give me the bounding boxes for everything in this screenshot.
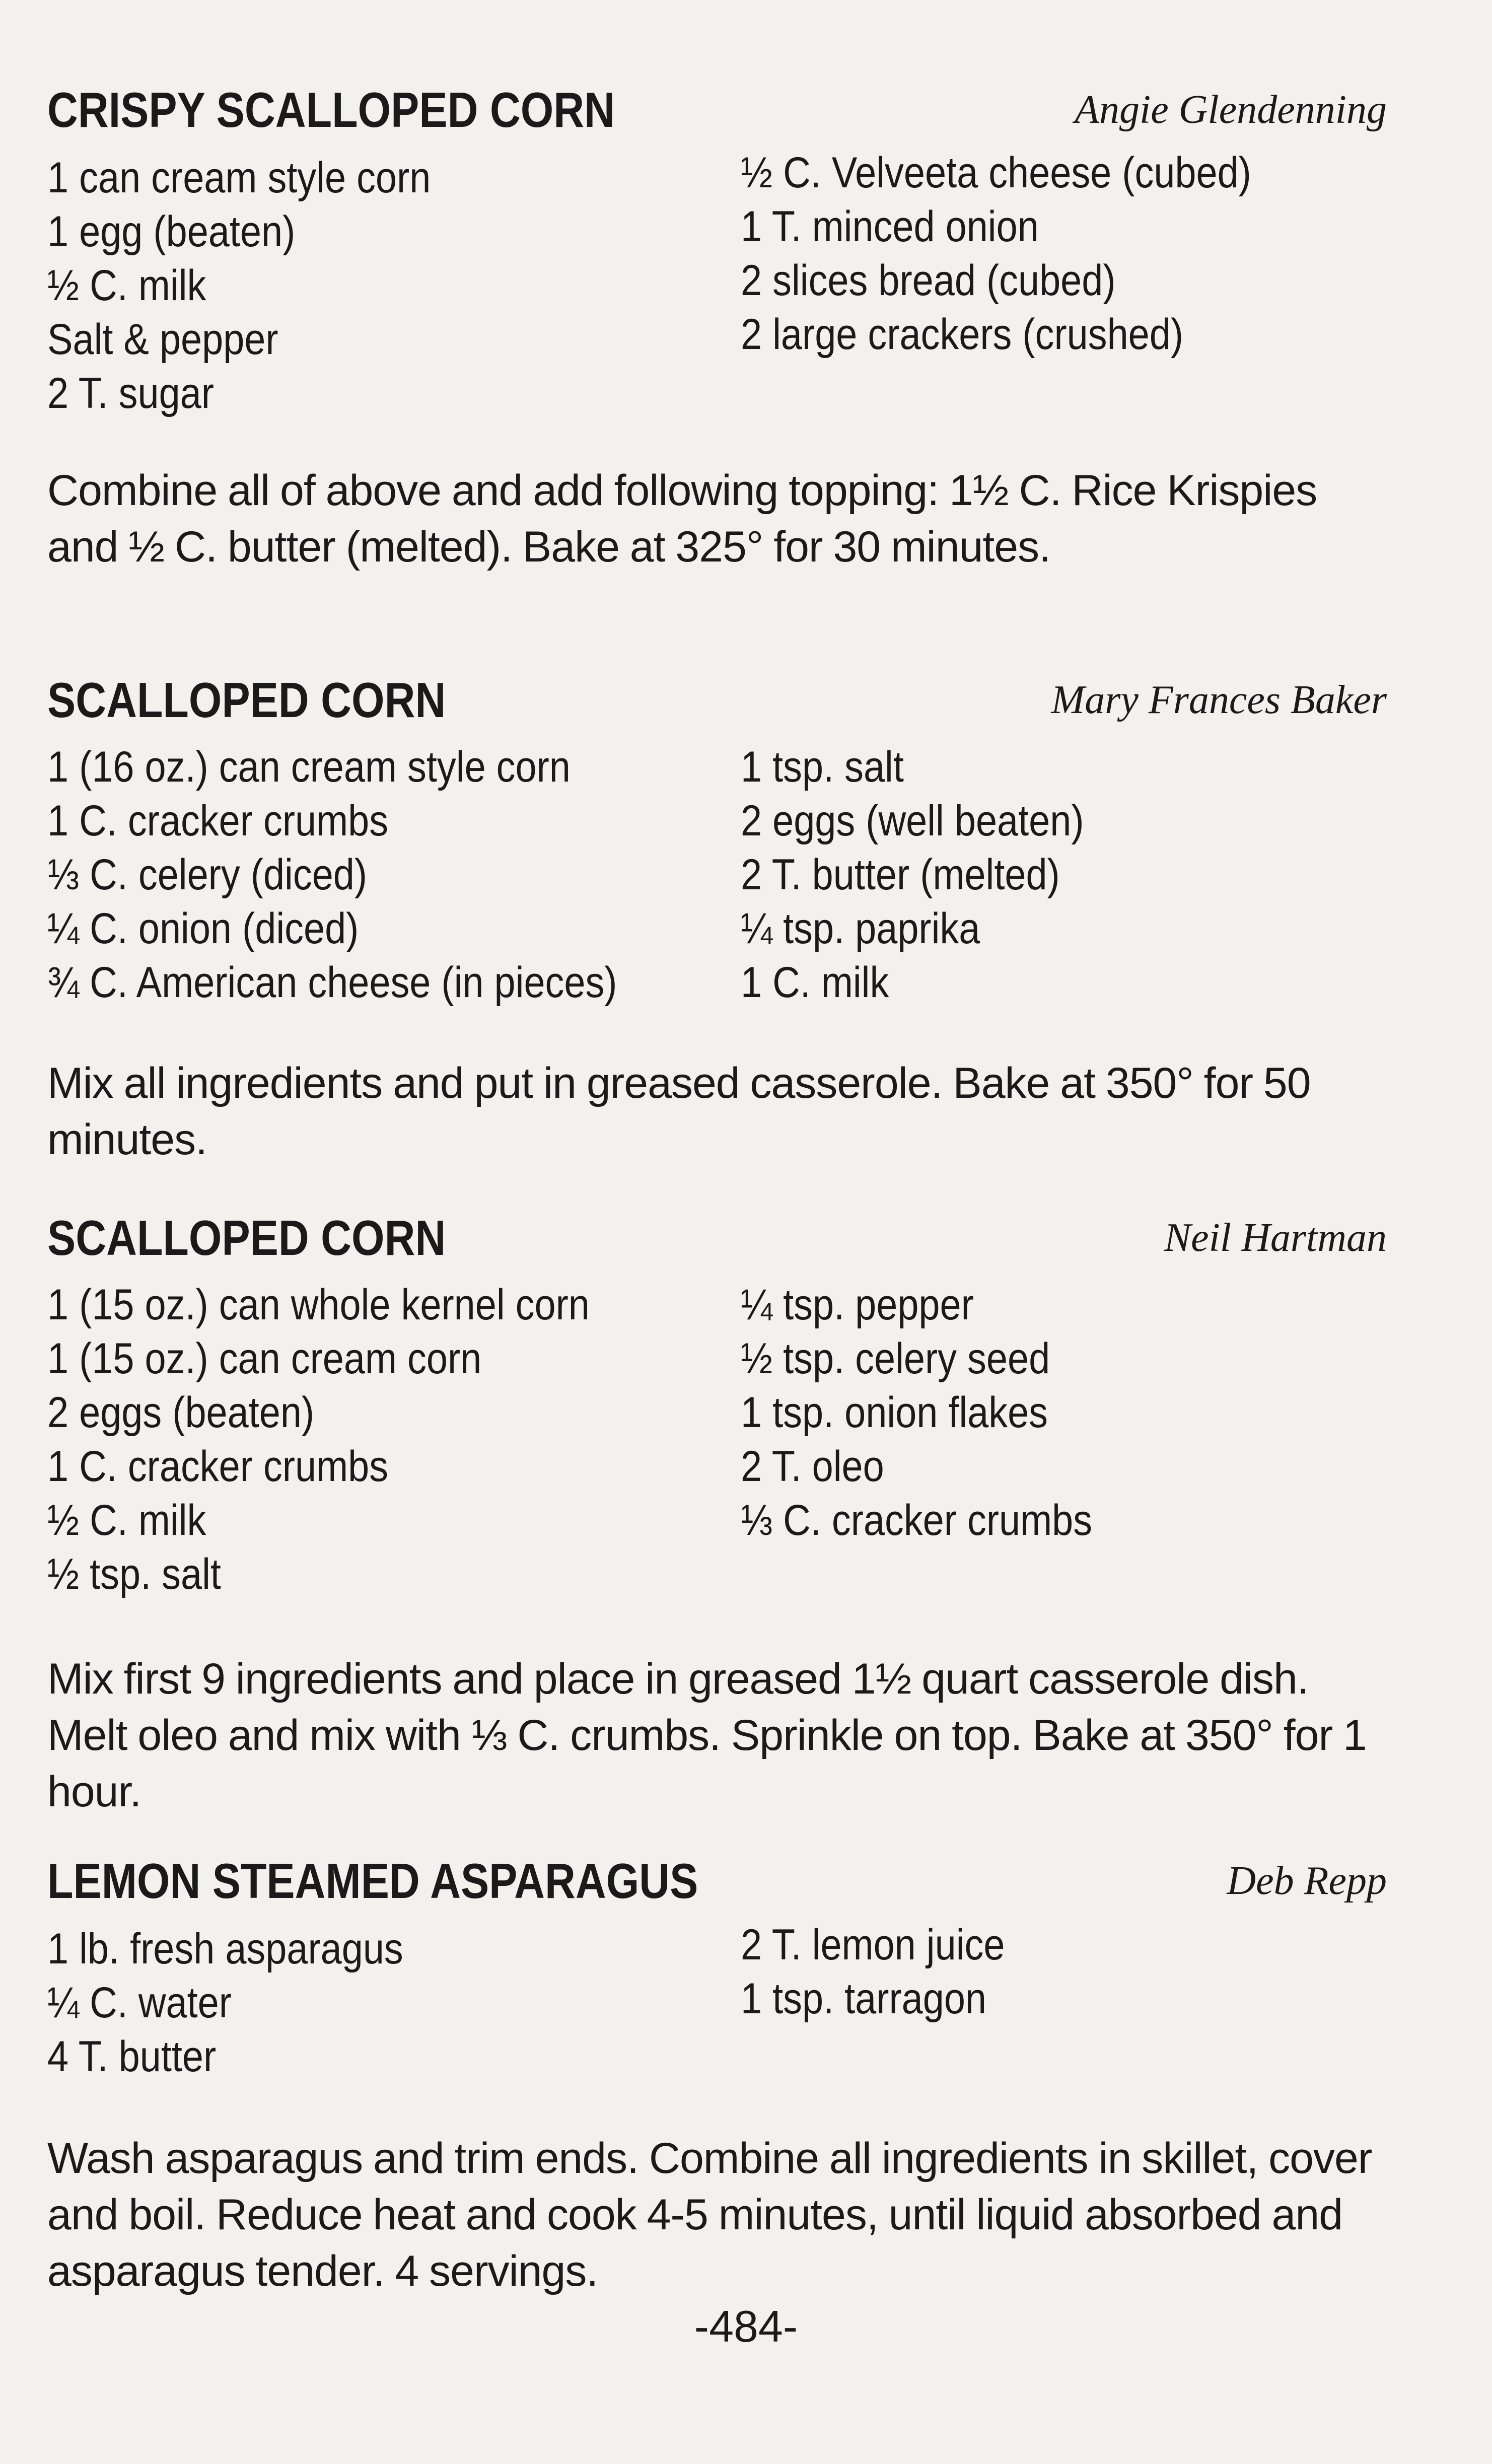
ingredient: 2 eggs (well beaten): [741, 797, 1084, 845]
ingredient: 1 can cream style corn: [47, 154, 431, 202]
ingredient: ½ C. milk: [47, 261, 206, 310]
ingredient: ¼ C. water: [47, 1979, 232, 2027]
recipe-author: Angie Glendenning: [1075, 88, 1387, 132]
ingredient: 1 (15 oz.) can cream corn: [47, 1334, 482, 1383]
ingredients-right: [741, 1918, 1041, 2026]
recipe-title: SCALLOPED CORN: [47, 672, 446, 728]
ingredient: 4 T. butter: [47, 2032, 217, 2081]
recipe-directions: Combine all of above and add following topping: 1½ C. Rice Krispies and ½ C. butter (melted). Bake at 325° for 30 minutes.: [47, 466, 1317, 571]
recipe-title: LEMON STEAMED ASPARAGUS: [47, 1853, 698, 1909]
ingredient: 2 T. oleo: [741, 1442, 884, 1491]
ingredient: ½ tsp. salt: [47, 1550, 221, 1598]
ingredient: 2 T. lemon juice: [741, 1921, 1005, 1969]
ingredients-left: [47, 740, 695, 1010]
ingredient: 2 T. sugar: [47, 369, 214, 417]
recipe-author: Neil Hartman: [1164, 1216, 1387, 1260]
recipe-directions: Mix first 9 ingredients and place in greased 1½ quart casserole dish. Melt oleo and mix with ⅓ C. crumbs. Sprinkle on top. Bake at 350° for 1 hour.: [47, 1655, 1367, 1816]
recipe-directions: Mix all ingredients and put in greased casserole. Bake at 350° for 50 minutes.: [47, 1059, 1311, 1164]
ingredient: 2 large crackers (crushed): [741, 310, 1184, 359]
ingredient: 1 (16 oz.) can cream style corn: [47, 743, 571, 791]
recipe-author: Deb Repp: [1227, 1859, 1387, 1903]
ingredient: ¼ C. onion (diced): [47, 904, 359, 953]
ingredient: 1 egg (beaten): [47, 207, 296, 256]
recipe-title: CRISPY SCALLOPED CORN: [47, 82, 615, 137]
ingredients-left: [47, 1922, 452, 2084]
ingredients-left: [47, 151, 483, 420]
ingredient: 2 eggs (beaten): [47, 1388, 315, 1437]
recipe-author: Mary Frances Baker: [1051, 678, 1387, 722]
ingredient: 1 lb. fresh asparagus: [47, 1925, 403, 1973]
recipe-scalloped-corn-hartman: [47, 1203, 1387, 1816]
ingredient: 1 C. cracker crumbs: [47, 797, 389, 845]
ingredient: 1 tsp. tarragon: [741, 1975, 987, 2023]
ingredients-right: [741, 740, 1130, 1010]
recipe-scalloped-corn-baker: [47, 665, 1387, 1164]
ingredient: 2 slices bread (cubed): [741, 256, 1116, 305]
ingredient: ½ C. Velveeta cheese (cubed): [741, 149, 1251, 197]
ingredient: 1 tsp. onion flakes: [741, 1388, 1048, 1437]
recipe-crispy-scalloped-corn: [47, 75, 1387, 571]
ingredient: 1 C. milk: [741, 958, 889, 1007]
ingredient: 1 tsp. salt: [741, 743, 904, 791]
ingredient: 1 T. minced onion: [741, 202, 1039, 251]
ingredient: 2 T. butter (melted): [741, 851, 1060, 899]
recipe-lemon-steamed-asparagus: [47, 1846, 1387, 2295]
ingredient: ¼ tsp. paprika: [741, 904, 980, 953]
ingredient: ¾ C. American cheese (in pieces): [47, 958, 617, 1007]
recipe-title: SCALLOPED CORN: [47, 1210, 446, 1265]
ingredient: ½ C. milk: [47, 1496, 206, 1544]
ingredients-right: [741, 146, 1321, 362]
ingredient: ½ tsp. celery seed: [741, 1334, 1050, 1383]
ingredients-left: [47, 1278, 664, 1601]
ingredient: ¼ tsp. pepper: [741, 1281, 974, 1329]
ingredient: 1 C. cracker crumbs: [47, 1442, 389, 1491]
page-number: -484-: [694, 2301, 798, 2351]
ingredient: ⅓ C. cracker crumbs: [741, 1496, 1093, 1544]
ingredient: ⅓ C. celery (diced): [47, 851, 368, 899]
ingredient: 1 (15 oz.) can whole kernel corn: [47, 1281, 590, 1329]
recipe-directions: Wash asparagus and trim ends. Combine all ingredients in skillet, cover and boil. Reduce heat and cook 4-5 minutes, until liquid absorbed and asparagus tender. 4 servings.: [47, 2134, 1372, 2295]
ingredients-right: [741, 1278, 1140, 1547]
ingredient: Salt & pepper: [47, 315, 278, 364]
